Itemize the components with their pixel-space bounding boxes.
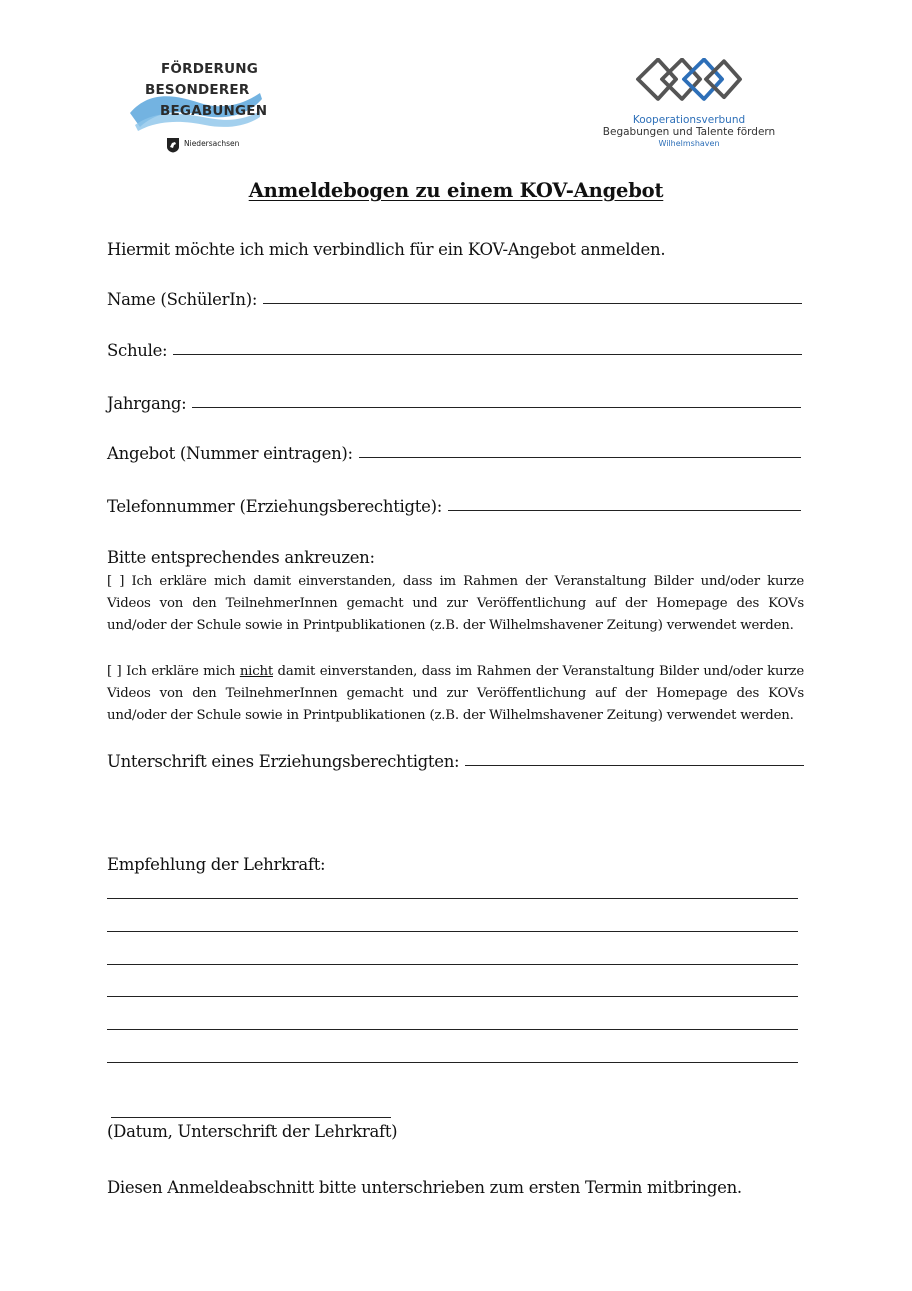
consent-no-rest: damit einverstanden, dass im Rahmen der Veranstaltung Bilder und/oder kurze Videos von den TeilnehmerInnen gemacht und zur Veröffentlichung auf der Homepage des KOVs und/oder der Schule sowie in Printpublikationen (z.B. der Wilhelmshavener Zeitung) verwendet werden. — [107, 664, 804, 723]
kooperationsverbund-logo — [598, 58, 780, 153]
teacher-signature-caption: (Datum, Unterschrift der Lehrkraft) — [107, 1122, 398, 1141]
phone-field[interactable] — [107, 497, 801, 516]
footer-note: Diesen Anmeldeabschnitt bitte unterschrieben zum ersten Termin mitbringen. — [107, 1178, 742, 1197]
logo-left-line-3: BEGABUNGEN — [160, 103, 268, 119]
offer-label: Angebot (Nummer eintragen): — [107, 444, 353, 463]
recommendation-line[interactable] — [107, 1029, 798, 1030]
recommendation-line[interactable] — [107, 1062, 798, 1063]
year-label: Jahrgang: — [107, 394, 187, 413]
consent-no-prefix: [ ] Ich erkläre mich — [107, 664, 240, 679]
phone-input-line[interactable] — [448, 509, 801, 511]
name-label: Name (SchülerIn): — [107, 290, 258, 309]
consent-no-option[interactable] — [107, 661, 804, 727]
name-field[interactable] — [107, 290, 802, 309]
consent-heading: Bitte entsprechendes ankreuzen: — [107, 548, 375, 567]
school-field[interactable] — [107, 341, 802, 360]
recommendation-line[interactable] — [107, 931, 798, 932]
recommendation-line[interactable] — [107, 964, 798, 965]
recommendation-line[interactable] — [107, 898, 798, 899]
logo-right-line-3: Wilhelmshaven — [658, 139, 720, 148]
school-input-line[interactable] — [173, 353, 802, 355]
offer-field[interactable] — [107, 444, 801, 463]
consent-no-emphasis: nicht — [239, 664, 273, 679]
logo-right-line-1: Kooperationsverbund — [632, 114, 746, 126]
year-field[interactable] — [107, 394, 801, 413]
logo-left-state: Niedersachsen — [184, 139, 240, 148]
logo-right-line-2: Begabungen und Talente fördern — [602, 126, 776, 138]
recommendation-line[interactable] — [107, 996, 798, 997]
name-input-line[interactable] — [263, 302, 802, 304]
niedersachsen-horse-icon — [166, 137, 180, 153]
school-label: Schule: — [107, 341, 168, 360]
intro-text: Hiermit möchte ich mich verbindlich für ein KOV-Angebot anmelden. — [107, 240, 666, 259]
guardian-signature-label: Unterschrift eines Erziehungsberechtigten: — [107, 752, 460, 771]
logo-left-line-1: FÖRDERUNG — [161, 61, 259, 77]
linked-diamonds-icon — [632, 58, 744, 110]
foerderung-logo — [130, 55, 268, 155]
teacher-signature-line[interactable] — [111, 1117, 391, 1118]
guardian-signature-line[interactable] — [465, 764, 804, 766]
phone-label: Telefonnummer (Erziehungsberechtigte): — [107, 497, 442, 516]
logo-left-line-2: BESONDERER — [145, 82, 250, 98]
year-input-line[interactable] — [192, 406, 801, 408]
offer-input-line[interactable] — [359, 456, 801, 458]
recommendation-heading: Empfehlung der Lehrkraft: — [107, 855, 326, 874]
consent-yes-option[interactable]: [ ] Ich erkläre mich damit einverstanden, dass im Rahmen der Veranstaltung Bilder und/oder kurze Videos von den TeilnehmerInnen gemacht und zur Veröffentlichung auf der Homepage des KOVs und/oder der Schule sowie in Printpublikationen (z.B. der Wilhelmshavener Zeitung) verwendet werden. — [107, 574, 804, 633]
page-title: Anmeldebogen zu einem KOV-Angebot — [248, 179, 664, 202]
guardian-signature-field[interactable] — [107, 752, 804, 771]
